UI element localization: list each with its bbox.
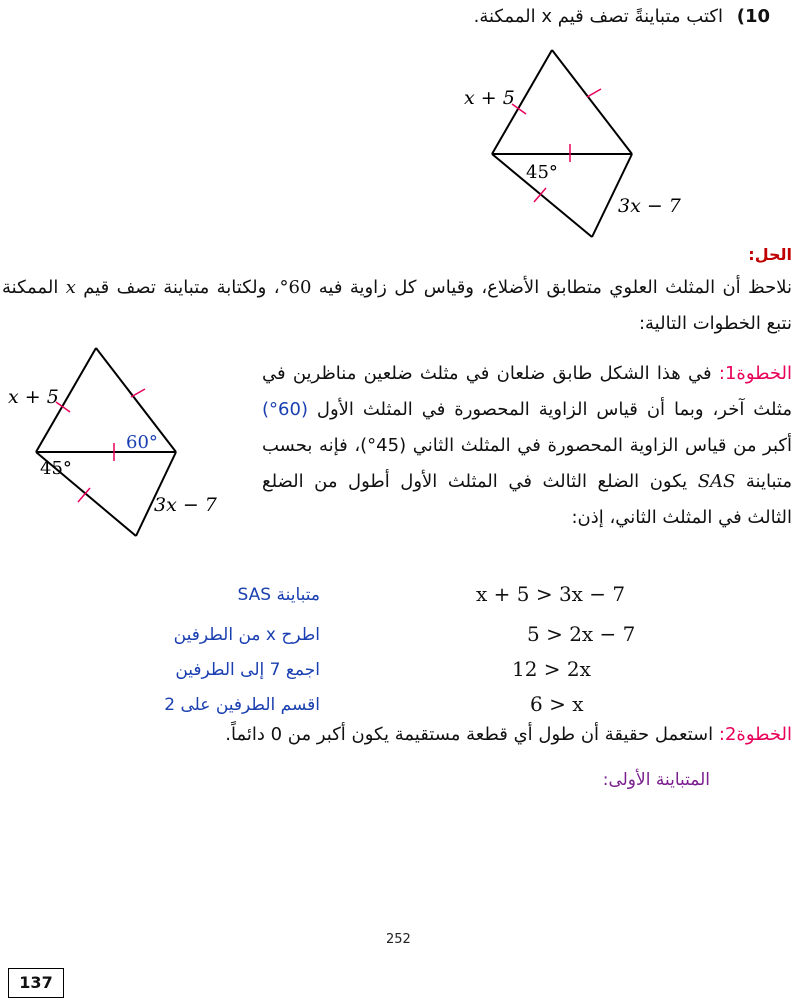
step-2-label: الخطوة2: (718, 724, 792, 745)
figure-1-kite (460, 42, 700, 242)
figure-1-angle: 45° (526, 162, 558, 183)
equation-row-1 (476, 582, 625, 606)
solution-label: الحل: (748, 245, 792, 264)
equation-reason-3: اجمع 7 إلى الطرفين (175, 660, 320, 680)
figure-2-angle-bottom: 45° (40, 458, 72, 479)
figure-2-label-bottom: 3x − 7 (154, 494, 217, 516)
step-1-label: الخطوة1: (718, 363, 792, 384)
question-title (474, 6, 770, 27)
figure-2-angle-top: 60° (126, 432, 158, 453)
equation-row-4 (530, 692, 583, 716)
equation-reason-2: اطرح x من الطرفين (173, 625, 320, 645)
first-inequality-heading: المتباينة الأولى: (602, 770, 710, 790)
figure-2-kite (4, 340, 254, 570)
equation-reason-4: اقسم الطرفين على 2 (164, 695, 320, 715)
equation-math: 12 > 2x (512, 657, 591, 681)
degree-60: 60° (279, 277, 312, 298)
step-1-sas: SAS (697, 471, 736, 492)
equation-reason-1: متباينة SAS (237, 585, 320, 605)
solution-intro: نلاحظ أن المثلث العلوي متطابق الأضلاع، وقياس كل زاوية فيه 60°، ولكتابة متباينة تصف قيم x الممكنة نتبع الخطوات التالية: (2, 277, 792, 334)
question-number: 10) (736, 6, 770, 27)
question-text: اكتب متباينةً تصف قيم x الممكنة. (473, 6, 723, 27)
figure-1-label-bottom: 3x − 7 (618, 195, 681, 217)
equation-row-2 (527, 622, 635, 646)
figure-2-label-top: x + 5 (8, 386, 59, 408)
variable-x: x (65, 277, 76, 298)
box-number: 137 (8, 968, 64, 998)
page-number: 252 (386, 932, 411, 947)
equation-math: x + 5 > 3x − 7 (476, 582, 626, 606)
step-1-paragraph: الخطوة1: في هذا الشكل طابق ضلعان في مثلث ضلعين مناظرين في مثلث آخر، وبما أن قياس الزاوية المحصورة في المثلث الأول (60°) أكبر من قياس الزاوية المحصورة في المثلث الثاني (45°)، فإنه بحسب متباينة SAS يكون الضلع الثالث في المثلث الأول أطول من الضلع الثالث في المثلث الثاني، إذن: (262, 363, 792, 528)
equation-math: 6 > x (530, 692, 584, 716)
equation-math: 5 > 2x − 7 (527, 622, 636, 646)
figure-1-label-top: x + 5 (464, 87, 515, 109)
step-1-degree-45: (45°) (360, 435, 407, 456)
step-1-degree-60: (60°) (262, 399, 308, 420)
equation-row-3 (512, 657, 591, 681)
step-2-paragraph: الخطوة2: استعمل حقيقة أن طول أي قطعة مستقيمة يكون أكبر من 0 دائماً. (225, 724, 792, 745)
